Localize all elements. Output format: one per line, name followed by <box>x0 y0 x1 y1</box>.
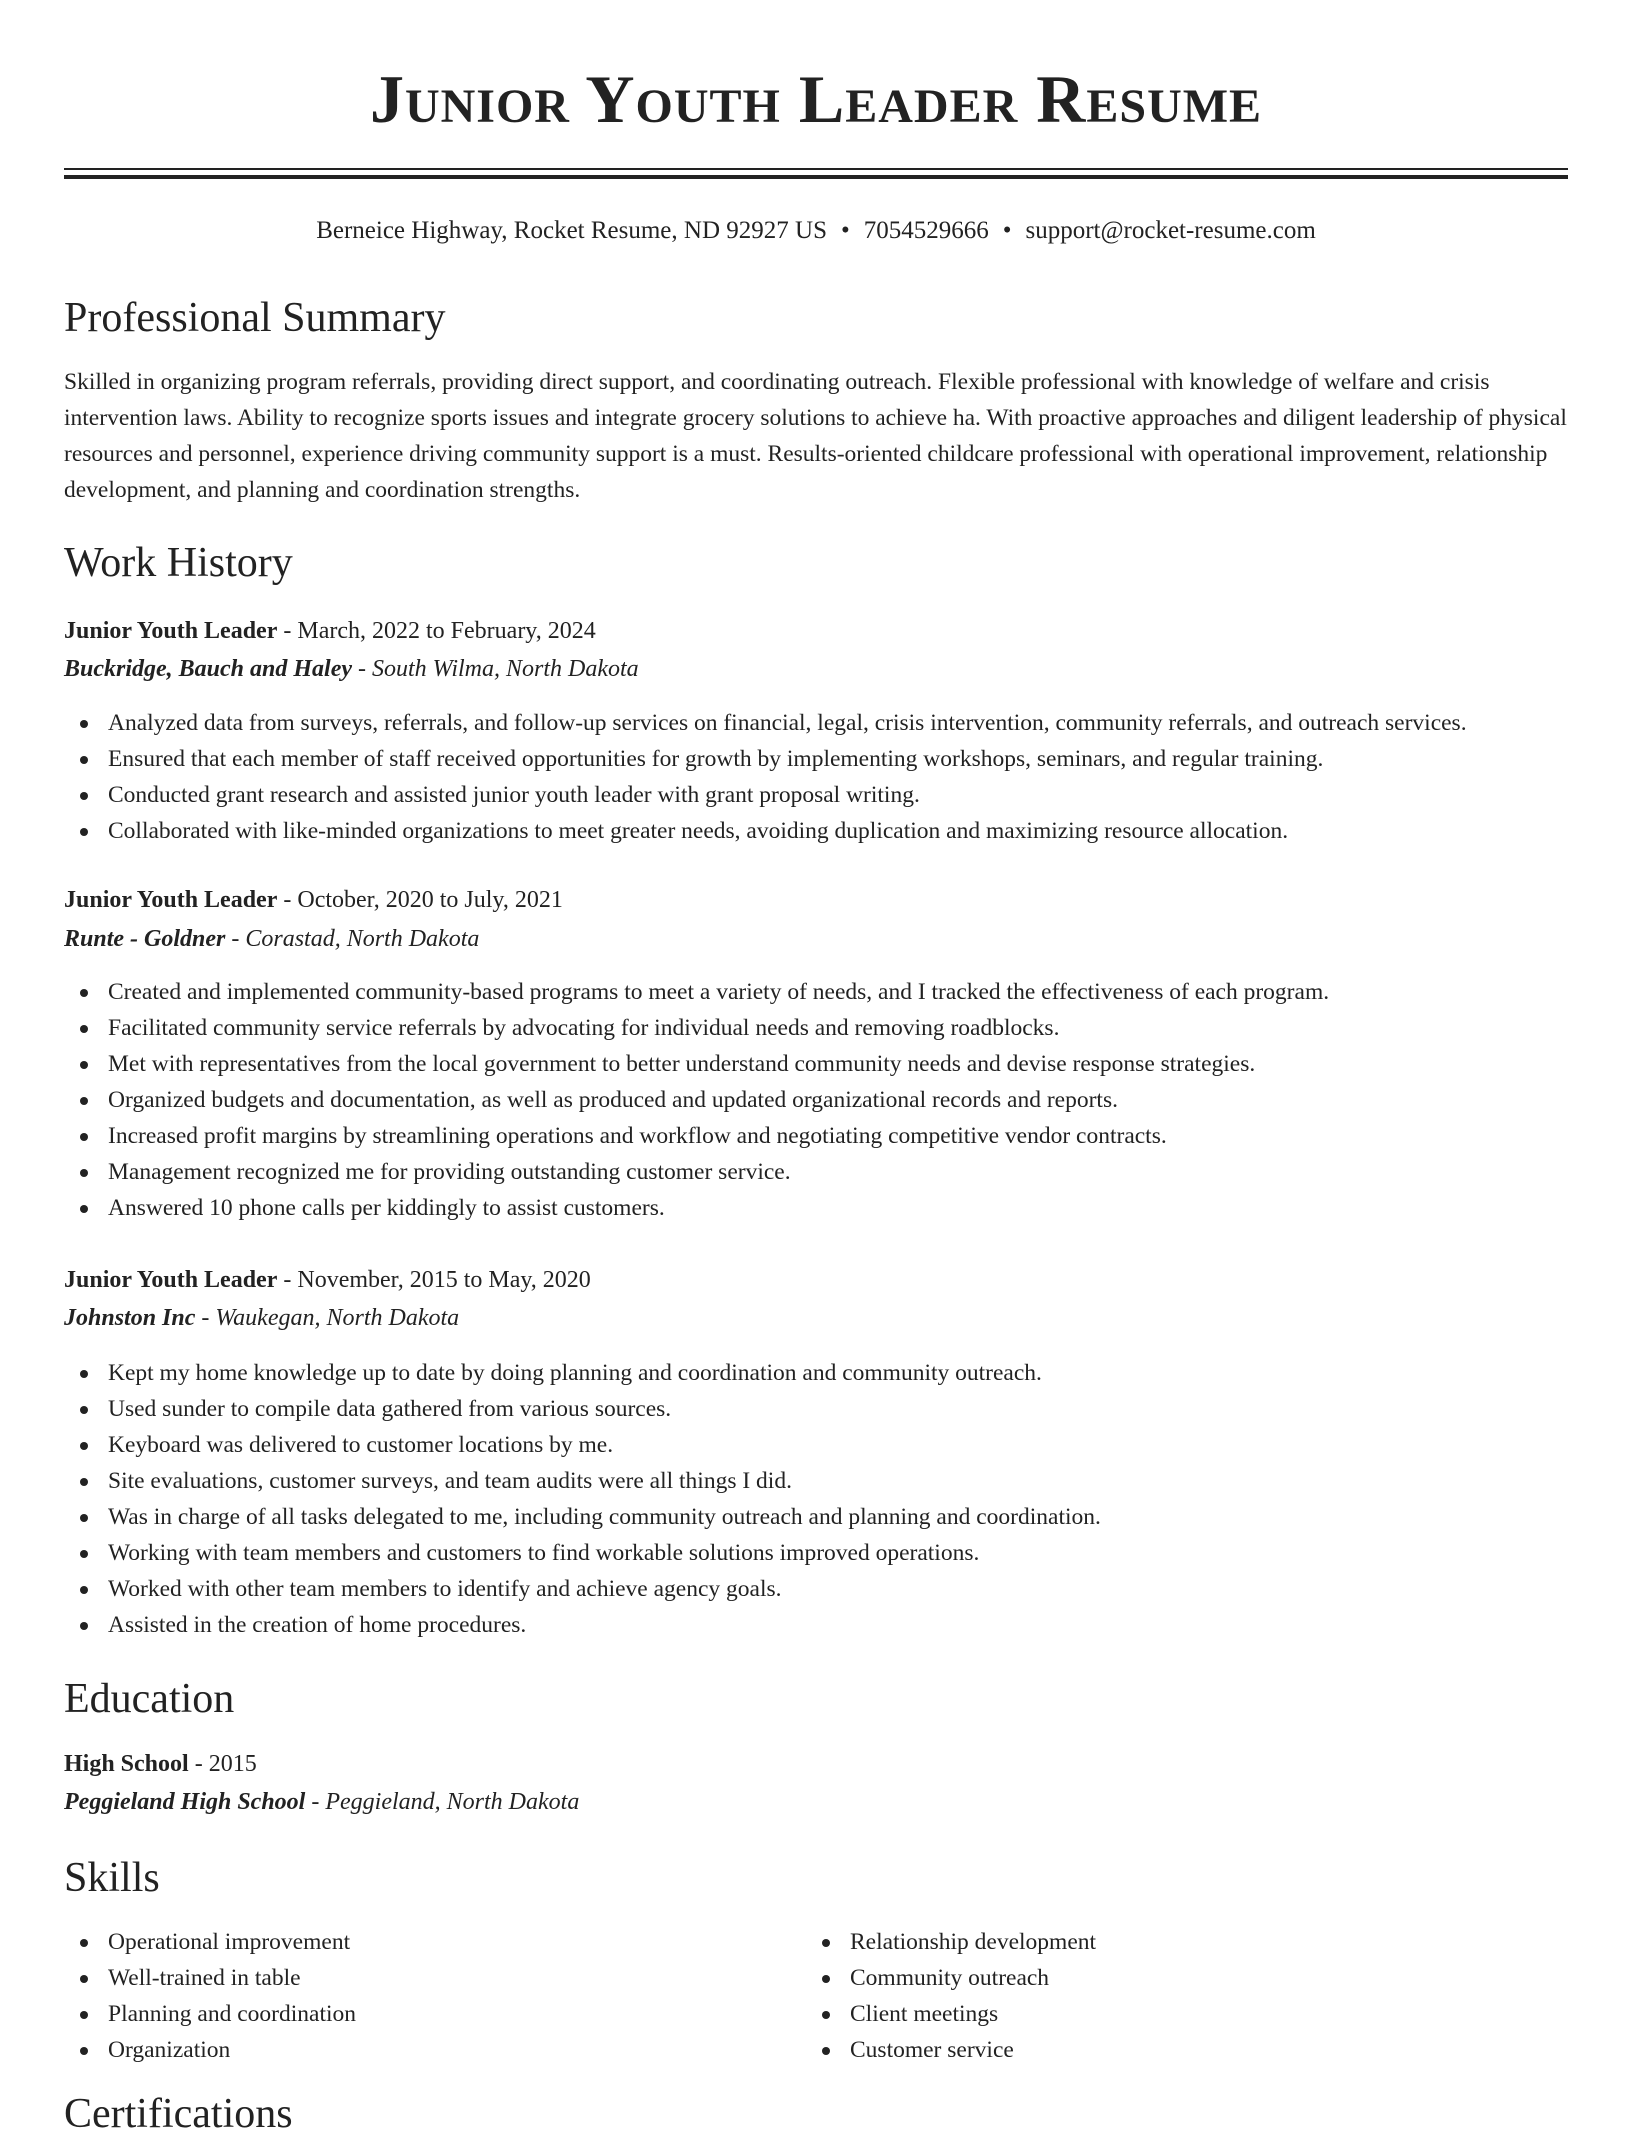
contact-address: Berneice Highway, Rocket Resume, ND 92927 US <box>316 217 827 244</box>
job-dates: - November, 2015 to May, 2020 <box>277 1267 591 1293</box>
contact-phone: 7054529666 <box>863 217 989 244</box>
list-item: Ensured that each member of staff received opportunities for growth by implementing workshops, seminars, and regular training. <box>64 741 1568 777</box>
contact-email: support@rocket-resume.com <box>1025 217 1316 244</box>
job-employer-line <box>64 1302 459 1334</box>
list-item: Management recognized me for providing outstanding customer service. <box>64 1154 1568 1190</box>
list-item: Conducted grant research and assisted junior youth leader with grant proposal writing. <box>64 777 1568 813</box>
contact-separator: • <box>1002 217 1012 244</box>
job-bullets <box>64 1355 1568 1643</box>
title-rule-thick <box>64 175 1568 179</box>
job-location: - Waukegan, North Dakota <box>195 1305 460 1331</box>
list-item: Working with team members and customers to find workable solutions improved operations. <box>64 1535 1568 1571</box>
list-item: Collaborated with like-minded organizations to meet greater needs, avoiding duplication and maximizing resource allocation. <box>64 813 1568 849</box>
list-item: Keyboard was delivered to customer locations by me. <box>64 1427 1568 1463</box>
list-item: Was in charge of all tasks delegated to me, including community outreach and planning and coordination. <box>64 1499 1568 1535</box>
skill-item: Client meetings <box>806 1996 1506 2032</box>
summary-text: Skilled in organizing program referrals, providing direct support, and coordinating outreach. Flexible professional with knowledge of welfare and crisis intervention laws. Ability to recognize sports issues and integrate grocery solutions to achieve ha. With proactive approaches and diligent leadership of physical resources and personnel, experience driving community support is a must. Results-oriented childcare professional with operational improvement, relationship development, and planning and coordination strengths. <box>64 369 1567 503</box>
job-title: Junior Youth Leader <box>64 618 278 644</box>
list-item: Met with representatives from the local government to better understand community needs and devise response strategies. <box>64 1046 1568 1082</box>
section-heading-certifications: Certifications <box>64 2091 293 2137</box>
job-title-line <box>64 1264 591 1296</box>
list-item: Worked with other team members to identify and achieve agency goals. <box>64 1571 1568 1607</box>
job-dates: - March, 2022 to February, 2024 <box>277 618 596 644</box>
list-item: Increased profit margins by streamlining operations and workflow and negotiating competitive vendor contracts. <box>64 1118 1568 1154</box>
job-dates: - October, 2020 to July, 2021 <box>277 887 563 913</box>
title-rule-thin <box>64 168 1568 170</box>
job-title-line <box>64 884 563 916</box>
section-heading-education: Education <box>64 1676 235 1722</box>
job-employer: Buckridge, Bauch and Haley <box>64 656 353 682</box>
list-item: Used sunder to compile data gathered from various sources. <box>64 1391 1568 1427</box>
job-title: Junior Youth Leader <box>64 887 278 913</box>
list-item: Kept my home knowledge up to date by doing planning and coordination and community outreach. <box>64 1355 1568 1391</box>
education-school-line <box>64 1786 579 1818</box>
job-bullets <box>64 705 1568 849</box>
list-item: Site evaluations, customer surveys, and team audits were all things I did. <box>64 1463 1568 1499</box>
skill-item: Community outreach <box>806 1960 1506 1996</box>
education-degree-line <box>64 1748 257 1780</box>
job-employer: Johnston Inc <box>64 1305 196 1331</box>
contact-separator: • <box>840 217 850 244</box>
education-school: Peggieland High School <box>64 1789 306 1815</box>
job-title-line <box>64 615 596 647</box>
list-item: Facilitated community service referrals by advocating for individual needs and removing roadblocks. <box>64 1010 1568 1046</box>
education-year: - 2015 <box>188 1751 257 1777</box>
list-item: Assisted in the creation of home procedures. <box>64 1607 1568 1643</box>
skill-item: Operational improvement <box>64 1924 764 1960</box>
education-degree: High School <box>64 1751 189 1777</box>
education-location: - Peggieland, North Dakota <box>305 1789 580 1815</box>
resume-title: Junior Youth Leader Resume <box>369 61 1263 137</box>
list-item: Organized budgets and documentation, as well as produced and updated organizational records and reports. <box>64 1082 1568 1118</box>
section-heading-summary: Professional Summary <box>64 295 446 341</box>
list-item: Analyzed data from surveys, referrals, and follow-up services on financial, legal, crisis intervention, community referrals, and outreach services. <box>64 705 1568 741</box>
job-employer-line <box>64 653 639 685</box>
skill-item: Customer service <box>806 2032 1506 2068</box>
job-bullets <box>64 974 1568 1226</box>
job-employer: Runte - Goldner <box>64 926 226 952</box>
job-location: - Corastad, North Dakota <box>225 926 480 952</box>
contact-line <box>64 215 1568 247</box>
skills-list-right <box>806 1924 1506 2068</box>
job-employer-line <box>64 923 479 955</box>
skill-item: Organization <box>64 2032 764 2068</box>
skill-item: Well-trained in table <box>64 1960 764 1996</box>
job-location: - South Wilma, North Dakota <box>352 656 639 682</box>
skill-item: Planning and coordination <box>64 1996 764 2032</box>
skill-item: Relationship development <box>806 1924 1506 1960</box>
section-heading-work-history: Work History <box>64 540 293 586</box>
list-item: Created and implemented community-based programs to meet a variety of needs, and I tracked the effectiveness of each program. <box>64 974 1568 1010</box>
section-heading-skills: Skills <box>64 1855 160 1901</box>
job-title: Junior Youth Leader <box>64 1267 278 1293</box>
skills-list-left <box>64 1924 764 2068</box>
list-item: Answered 10 phone calls per kiddingly to assist customers. <box>64 1190 1568 1226</box>
